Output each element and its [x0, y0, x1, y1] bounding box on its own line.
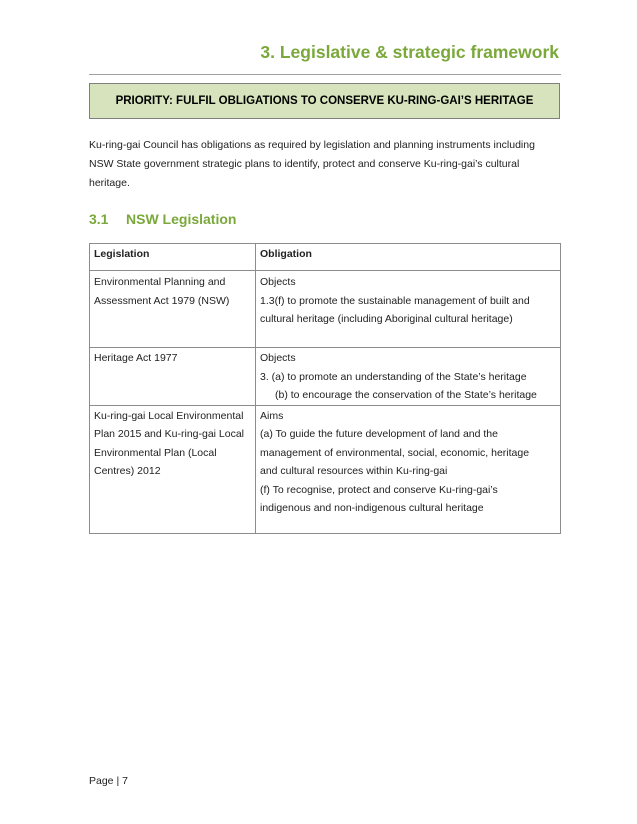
- cell-line: (a) To guide the future development of land and the: [260, 428, 498, 440]
- intro-paragraph: [89, 136, 559, 193]
- cell-line: cultural heritage (including Aboriginal cultural heritage): [260, 313, 513, 325]
- section-number: 3.1: [89, 211, 109, 227]
- cell-line: Plan 2015 and Ku-ring-gai Local: [94, 428, 245, 440]
- table-row: [90, 348, 561, 406]
- cell-line: Centres) 2012: [94, 465, 161, 477]
- page-number: Page | 7: [89, 775, 128, 787]
- title-divider: [89, 74, 561, 75]
- cell-line: (b) to encourage the conservation of the State’s heritage: [275, 389, 537, 401]
- cell-line: (f) To recognise, protect and conserve Ku-ring-gai’s: [260, 483, 498, 496]
- obligation-cell: [256, 271, 561, 348]
- cell-line: indigenous and non-indigenous cultural heritage: [260, 502, 484, 514]
- column-header-legislation: Legislation: [90, 244, 256, 271]
- legislation-cell: [90, 348, 256, 406]
- column-header-obligation: Obligation: [256, 244, 561, 271]
- cell-line: Environmental Plan (Local: [94, 446, 217, 459]
- cell-line: management of environmental, social, economic, heritage: [260, 446, 530, 459]
- priority-banner: [89, 83, 560, 119]
- intro-line: heritage.: [89, 177, 130, 189]
- section-title: NSW Legislation: [126, 211, 237, 227]
- intro-line: NSW State government strategic plans to identify, protect and conserve Ku-ring-gai’s cultural: [89, 158, 520, 170]
- obligation-cell: [256, 405, 561, 533]
- cell-line: and cultural resources within Ku-ring-gai: [260, 465, 448, 477]
- table-row: [90, 271, 561, 348]
- cell-line: Heritage Act 1977: [94, 352, 178, 364]
- table-header-row: [90, 244, 561, 271]
- legislation-cell: [90, 405, 256, 533]
- chapter-title: 3. Legislative & strategic framework: [260, 42, 559, 62]
- obligation-cell: [256, 348, 561, 406]
- cell-line: 3. (a) to promote an understanding of the State’s heritage: [260, 370, 527, 383]
- cell-line: Objects: [260, 276, 296, 288]
- legislation-table: [89, 243, 561, 534]
- cell-line: Objects: [260, 352, 296, 364]
- cell-line: Aims: [260, 409, 284, 422]
- priority-text: PRIORITY: FULFIL OBLIGATIONS TO CONSERVE KU-RING-GAI’S HERITAGE: [115, 95, 534, 107]
- section-heading: [89, 211, 236, 227]
- legislation-cell: [90, 271, 256, 348]
- cell-line: 1.3(f) to promote the sustainable management of built and: [260, 294, 530, 307]
- table-row: [90, 405, 561, 533]
- cell-line: Ku-ring-gai Local Environmental: [94, 409, 244, 422]
- cell-line: Assessment Act 1979 (NSW): [94, 294, 230, 307]
- cell-line: Environmental Planning and: [94, 276, 226, 288]
- intro-line: Ku-ring-gai Council has obligations as required by legislation and planning instruments including: [89, 139, 535, 151]
